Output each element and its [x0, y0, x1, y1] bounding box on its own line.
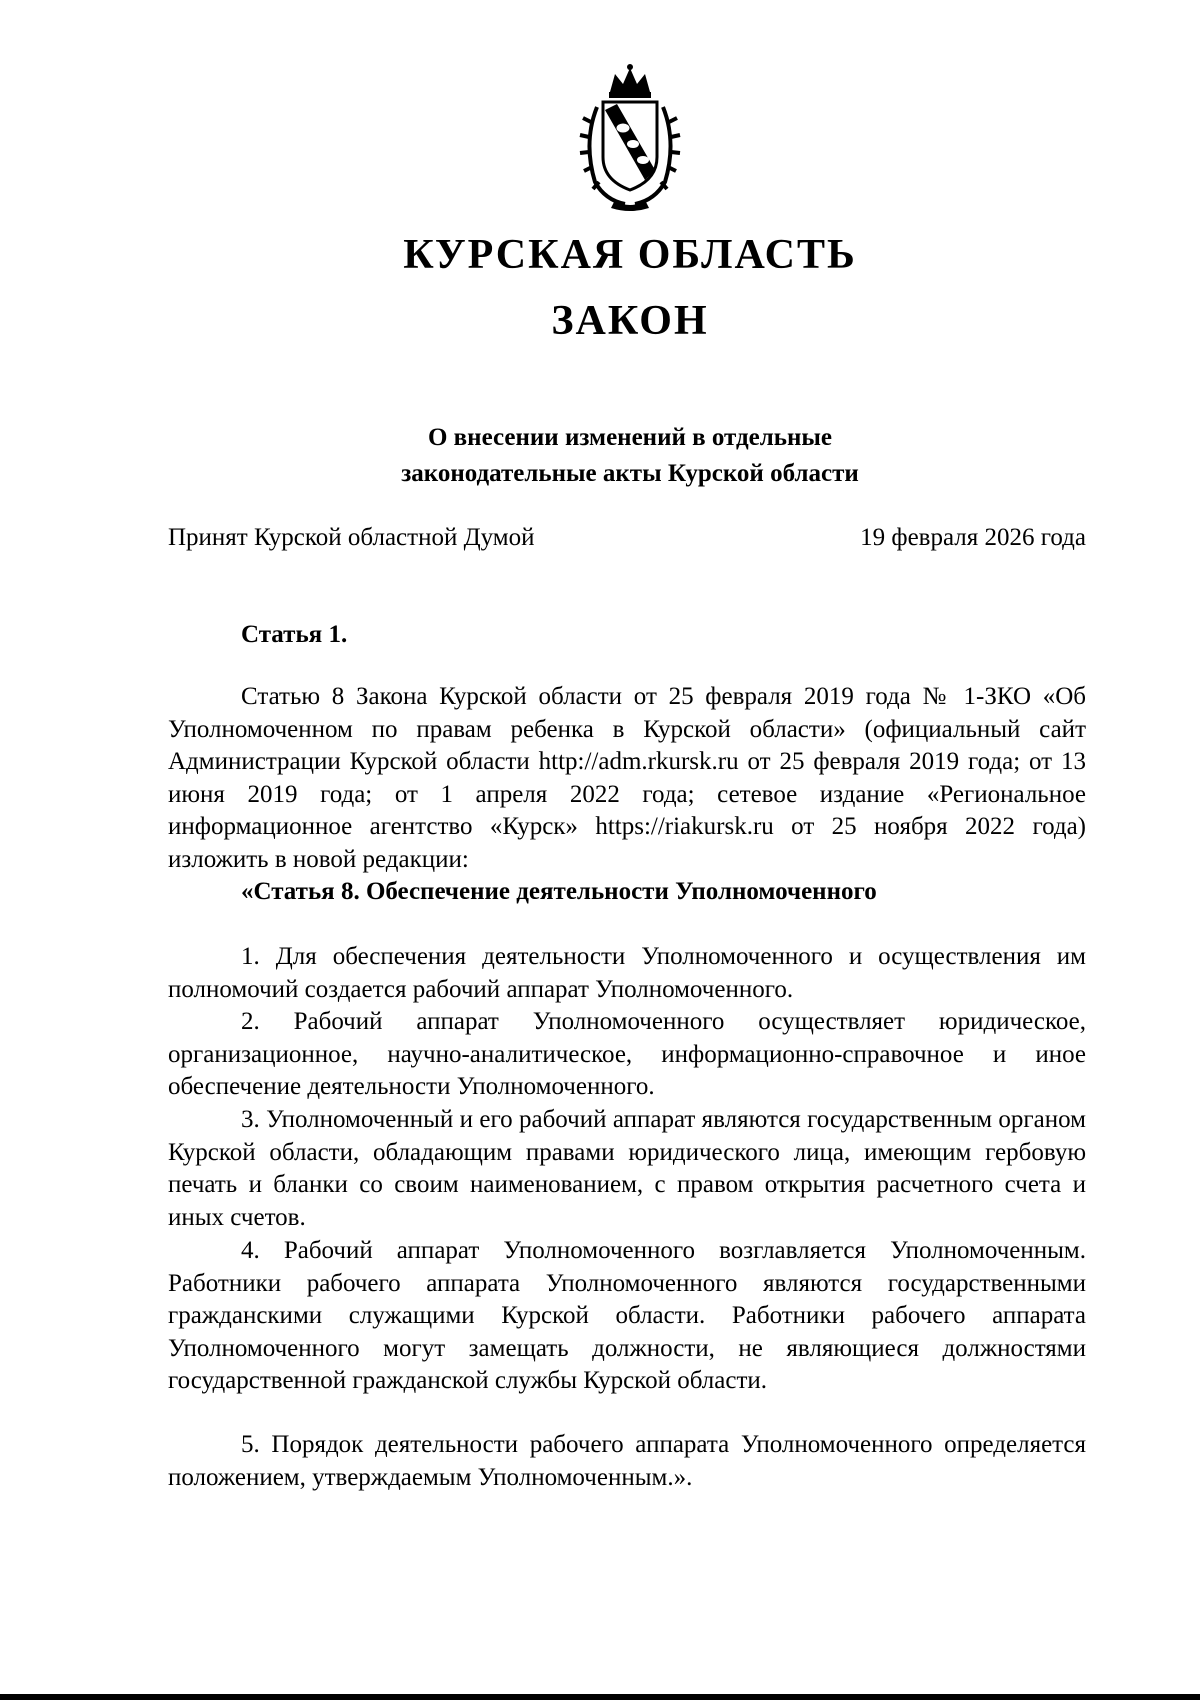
sub-article-heading: «Статья 8. Обеспечение деятельности Уполномоченного [241, 878, 877, 905]
point-3: 3. Уполномоченный и его рабочий аппарат являются государственным органом Курской области, обладающим правами юридического лица, имеющим гербовую печать и бланки со своим наименованием, с правом открытия расчетного счета и иных счетов. [168, 1106, 1086, 1231]
adopted-by: Принят Курской областной Думой [168, 524, 535, 551]
law-title-line-1: О внесении изменений в отдельные [427, 424, 833, 451]
region-title: КУРСКАЯ ОБЛАСТЬ [403, 232, 857, 278]
document-type: ЗАКОН [551, 298, 709, 344]
article-heading: Статья 1. [241, 621, 348, 648]
header-block [0, 222, 1200, 354]
intro-paragraph: Статью 8 Закона Курской области от 25 февраля 2019 года № 1-ЗКО «Об Уполномоченном по правам ребенка в Курской области» (официальный сайт Администрации Курской области http://adm.rkursk.ru от 25 февраля 2019 года; от 13 июня 2019 года; от 1 апреля 2022 года; сетевое издание «Региональное информационное агентство «Курск» https://riakursk.ru от 25 ноября 2022 года) изложить в новой редакции: [168, 683, 1086, 873]
point-1: 1. Для обеспечения деятельности Уполномоченного и осуществления им полномочий создается рабочий аппарат Уполномоченного. [168, 943, 1086, 1003]
law-title-line-2: законодательные акты Курской области [401, 460, 859, 487]
adopted-date: 19 февраля 2026 года [860, 524, 1086, 551]
coat-of-arms-icon [565, 62, 695, 212]
point-5: 5. Порядок деятельности рабочего аппарата Уполномоченного определяется положением, утверждаемым Уполномоченным.». [168, 1431, 1086, 1491]
point-2: 2. Рабочий аппарат Уполномоченного осуществляет юридическое, организационное, научно-аналитическое, информационно-справочное и иное обеспечение деятельности Уполномоченного. [168, 1008, 1086, 1101]
scan-bottom-edge [0, 1694, 1200, 1700]
point-4: 4. Рабочий аппарат Уполномоченного возглавляется Уполномоченным. Работники рабочего аппарата Уполномоченного являются государственными гражданскими служащими Курской области. Работники рабочего аппарата Уполномоченного могут замещать должности, не являющиеся должностями государственной гражданской службы Курской области. [168, 1237, 1086, 1395]
law-title [0, 420, 1200, 492]
